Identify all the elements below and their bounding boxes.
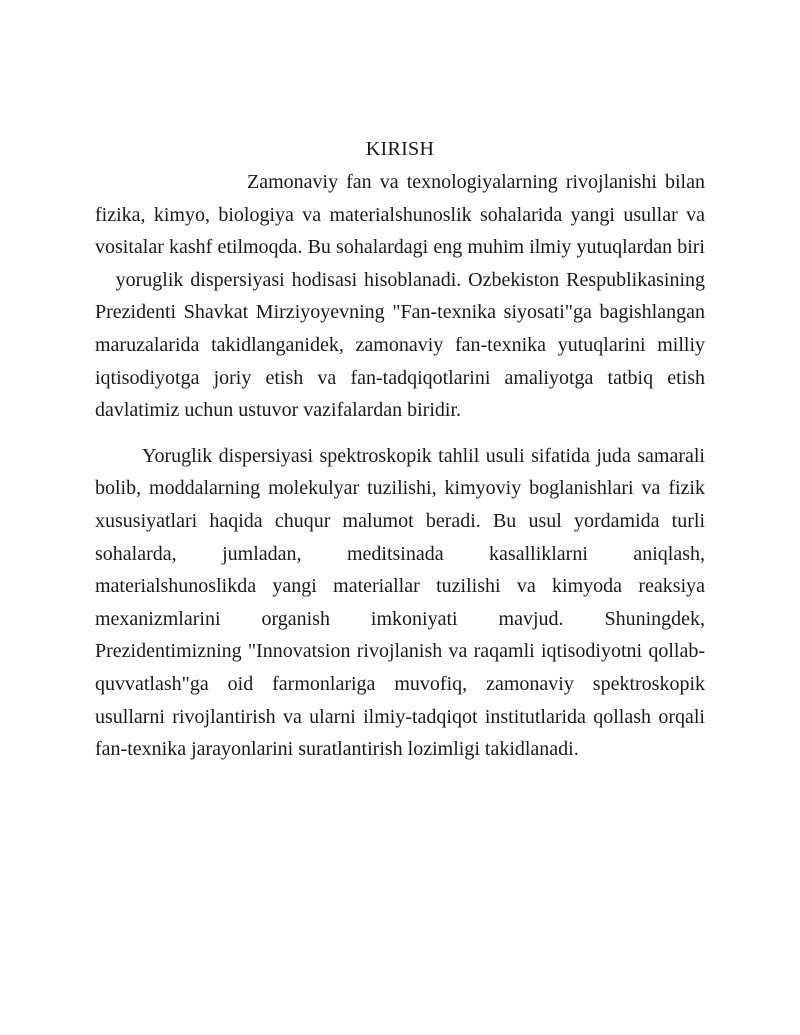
section-title: KIRISH [365, 138, 435, 160]
paragraph-intro: Zamonaviy fan va texnologiyalarning rivojlanishi bilan fizika, kimyo, biologiya va materialshunoslik sohalarida yangi usullar va vositalar kashf etilmoqda. Bu sohalardagi eng muhim ilmiy yutuqlardan biri yoruglik dispersiyasi hodisasi hisoblanadi. Ozbekiston Respublikasining Prezidenti Shavkat Mirziyoyevning "Fan-texnika siyosati"ga bagishlangan maruzalarida takidlanganidek, zamonaviy fan-texnika yutuqlarini milliy iqtisodiyotga joriy etish va fan-tadqiqotlarini amaliyotga tatbiq etish davlatimiz uchun ustuvor vazifalardan biridir. [95, 171, 705, 422]
paragraph-dispersion: Yoruglik dispersiyasi spektroskopik tahlil usuli sifatida juda samarali bolib, moddalarning molekulyar tuzilishi, kimyoviy boglanishlari va fizik xususiyatlari haqida chuqur malumot beradi. Bu usul yordamida turli sohalarda, jumladan, meditsinada kasalliklarni aniqlash, materialshunoslikda yangi materiallar tuzilishi va kimyoda reaksiya mexanizmlarini organish imkoniyati mavjud. Shuningdek, Prezidentimizning "Innovatsion rivojlanish va raqamli iqtisodiyotni qollab-quvvatlash"ga oid farmonlariga muvofiq, zamonaviy spektroskopik usullarni rivojlantirish va ularni ilmiy-tadqiqot institutlarida qollash orqali fan-texnika jarayonlarini suratlantirish lozimligi takidlanadi. [95, 444, 705, 761]
document-page [95, 133, 705, 766]
